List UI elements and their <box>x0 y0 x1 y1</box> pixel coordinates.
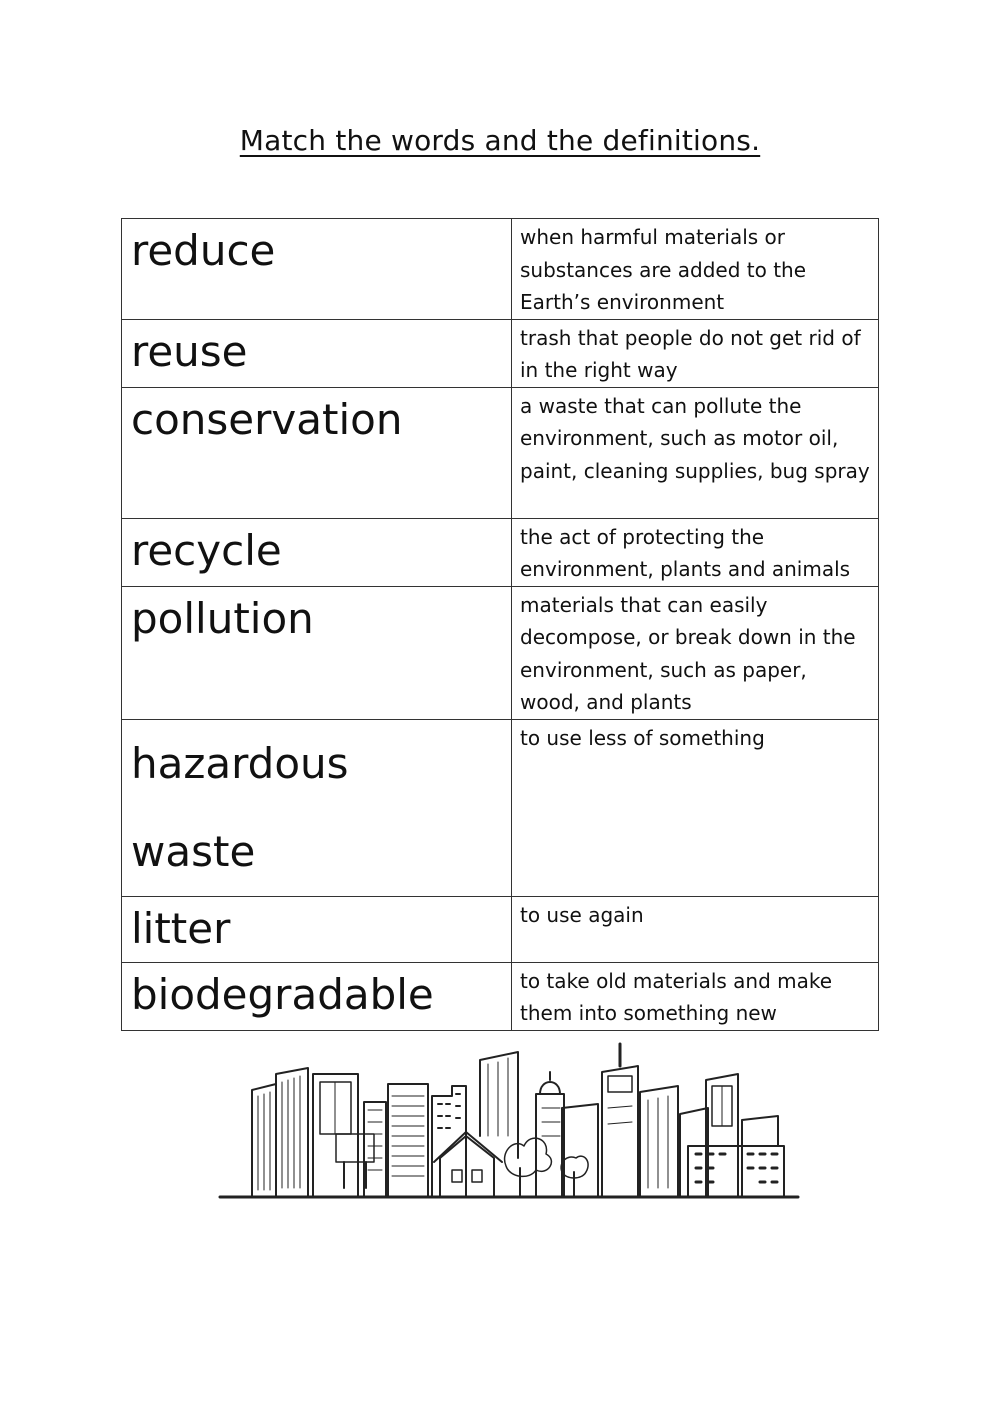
word-cell[interactable] <box>122 387 512 518</box>
definition-text: materials that can easily decompose, or break down in the environment, such as paper, wood, and plants <box>520 592 856 714</box>
definition-cell[interactable] <box>512 319 879 387</box>
definition-cell[interactable] <box>512 219 879 320</box>
definition-cell[interactable] <box>512 962 879 1030</box>
table-row <box>122 962 879 1030</box>
word-text: hazardous waste <box>131 738 349 876</box>
word-cell[interactable] <box>122 896 512 962</box>
word-cell[interactable] <box>122 319 512 387</box>
word-cell[interactable] <box>122 219 512 320</box>
table-row <box>122 219 879 320</box>
table-row <box>122 518 879 586</box>
definition-cell[interactable] <box>512 719 879 896</box>
table-row <box>122 387 879 518</box>
word-cell[interactable] <box>122 586 512 719</box>
word-text: reduce <box>131 226 276 275</box>
definition-cell[interactable] <box>512 896 879 962</box>
definition-text: trash that people do not get rid of in the right way <box>520 325 861 382</box>
matching-table <box>121 218 879 1031</box>
word-cell[interactable] <box>122 719 512 896</box>
table-row <box>122 719 879 896</box>
word-text: reuse <box>131 326 248 376</box>
word-text: conservation <box>131 394 403 444</box>
definition-text: to use again <box>520 902 644 927</box>
word-cell[interactable] <box>122 518 512 586</box>
definition-cell[interactable] <box>512 586 879 719</box>
definition-cell[interactable] <box>512 518 879 586</box>
word-text: biodegradable <box>131 969 434 1019</box>
definition-cell[interactable] <box>512 387 879 518</box>
table-row <box>122 319 879 387</box>
word-text: pollution <box>131 593 314 643</box>
table-row <box>122 896 879 962</box>
table-row <box>122 586 879 719</box>
definition-text: to use less of something <box>520 725 765 750</box>
city-skyline-illustration <box>218 1038 802 1204</box>
word-text: recycle <box>131 525 282 575</box>
definition-text: to take old materials and make them into something new <box>520 968 833 1025</box>
definition-text: a waste that can pollute the environment, such as motor oil, paint, cleaning supplies, bug spray <box>520 393 870 483</box>
worksheet-title: Match the words and the definitions. <box>239 124 761 157</box>
definition-text: the act of protecting the environment, plants and animals <box>520 524 851 581</box>
definition-text: when harmful materials or substances are added to the Earth’s environment <box>520 225 807 314</box>
word-cell[interactable] <box>122 962 512 1030</box>
word-text: litter <box>131 903 231 953</box>
